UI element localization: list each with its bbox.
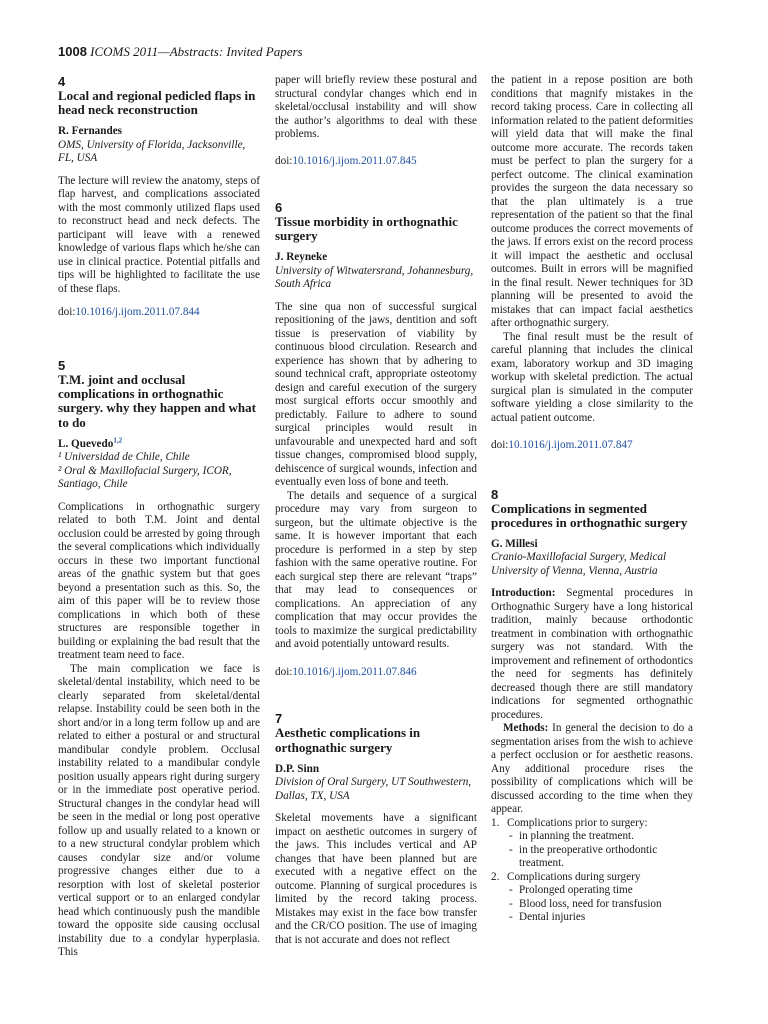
abstract-4 bbox=[58, 74, 260, 320]
sub-list-item: - Blood loss, need for transfusion bbox=[509, 897, 662, 910]
list-number: 2. bbox=[491, 870, 500, 883]
abstract-paragraph: The details and sequence of a surgical procedure may vary from surgeon to surgeon, but the ultimate objective is the same. It is however important that each procedure is performed in a step by step fashion with the same operative routine. For each surgical step there are relevant “traps” that may lead to consequences or complications. An appreciation of any complication that may occur provides the tools to maximize the surgical predictability and avoid potentially untoward results. bbox=[275, 489, 477, 651]
abstract-title: Complications in segmented procedures in orthognathic surgery bbox=[491, 500, 688, 530]
sub-list-item: - Dental injuries bbox=[509, 911, 586, 924]
abstract-number: 6 bbox=[275, 200, 283, 215]
abstract-number: 5 bbox=[58, 357, 66, 373]
doi-line bbox=[491, 439, 693, 453]
sub-list-text: Dental injuries bbox=[519, 911, 586, 924]
abstract-title: Aesthetic complications in orthognathic surgery bbox=[275, 725, 421, 755]
doi-prefix: doi: bbox=[275, 154, 293, 167]
author-name: R. Fernandes bbox=[58, 125, 123, 138]
complications-list bbox=[491, 871, 693, 885]
column-1 bbox=[58, 74, 260, 960]
author-affiliation: Cranio-Maxillofacial Surgery, Medical University of Vienna, Vienna, Austria bbox=[491, 551, 667, 577]
abstract-5 bbox=[58, 358, 260, 960]
doi-link[interactable]: 10.1016/j.ijom.2011.07.847 bbox=[508, 439, 633, 451]
column-3 bbox=[491, 74, 693, 925]
doi-line bbox=[275, 666, 477, 680]
sub-list bbox=[491, 884, 693, 925]
abstract-paragraph: The sine qua non of successful surgical repositioning of the jaws, dentition and soft tissue is preservation of viability by continuous blood circulation. Research and experience has shown that by adhering to sound technical craft, appropriate osteotomy design and careful execution of the surgery most surgical efforts occur smoothly and predictably. Failure to adhere to sound surgical principles would result in unfavourable and unexpected hard and soft tissue changes, compromised blood supply, dehiscence of surgical wounds, infection and eventually even loss of bone and teeth. bbox=[275, 300, 477, 489]
list-label: Complications prior to surgery: bbox=[507, 816, 648, 829]
abstract-title: Tissue morbidity in orthognathic surgery bbox=[275, 214, 458, 244]
abstract-number: 4 bbox=[58, 74, 66, 89]
doi-prefix: doi: bbox=[275, 665, 293, 678]
doi-link[interactable]: 10.1016/j.ijom.2011.07.844 bbox=[75, 306, 200, 319]
author-name: G. Millesi bbox=[491, 537, 538, 550]
methods-paragraph bbox=[491, 722, 693, 817]
doi-prefix: doi: bbox=[58, 306, 76, 319]
journal-title: ICOMS 2011—Abstracts: Invited Papers bbox=[90, 44, 303, 59]
list-item bbox=[491, 871, 693, 885]
doi-line bbox=[275, 155, 477, 169]
abstract-7 bbox=[275, 711, 477, 947]
sub-list-text: Blood loss, need for transfusion bbox=[519, 897, 662, 910]
sub-list-item: - in planning the treatment. bbox=[509, 830, 634, 843]
doi-line bbox=[58, 306, 260, 320]
intro-text: Segmental procedures in Orthognathic Surgery have a long historical tradition, mainly because orthodontic treatment in combination with orthognathic surgery was not standard. With the improvement and refinement of orthodontics the need for segments has definitely decreased though there are still mandatory indications for segmented orthognathic procedures. bbox=[491, 587, 693, 721]
sub-list-text: in the preoperative orthodontic treatment. bbox=[519, 843, 658, 870]
abstract-paragraph: The final result must be the result of careful planning that includes the clinical exam, laboratory workup and 3D imaging workup with skeletal prediction. The actual surgical plan is simulated in the computer software yielding a close similarity to the actual patient outcome. bbox=[491, 330, 693, 424]
abstract-title: Local and regional pedicled flaps in head neck reconstruction bbox=[58, 88, 256, 118]
doi-link[interactable]: 10.1016/j.ijom.2011.07.845 bbox=[292, 154, 417, 167]
abstract-7-continuation: the patient in a repose position are both conditions that magnify mistakes in the record taking process. Care in collecting all information related to the patient deformities will yield data that will make the final outcome more accurate. The records taken must be perfect to plan the surgery for a perfect outcome. The clinical examination provides the surgeon the data necessary so that the plan ultimately is a true representation of the patient so that the final outcome produces the correct movements of the jaws. If errors exist on the record process it will impact the aesthetic and occlusal outcomes. Built in errors will be magnified in the final result. Newer techniques for 3D planning will be presented to avoid the mistakes that can impact facial aesthetics after orthognathic surgery. bbox=[491, 74, 693, 329]
methods-text: In general the decision to do a segmentation arises from the wish to achieve a perfect occlusion or for aesthetic reasons. Any additional procedure rises the possibility of complications which will be discussed according to the time when they appear. bbox=[491, 722, 693, 816]
author-text: L. Quevedo bbox=[58, 437, 114, 450]
intro-paragraph bbox=[491, 587, 693, 722]
list-label: Complications during surgery bbox=[507, 870, 641, 883]
author-name: J. Reyneke bbox=[275, 251, 328, 264]
abstract-paragraph: The main complication we face is skeletal/dental instability, which need to be clearly separated from skeletal/dental relapse. Instability could be seen both in the short and/or in a long term follow up and are related to either a postural or and structural mandibular condyle problem. Occlusal instability related to a mandibular condyle position usually appears right during surgery or in the immediate post operative period. Structural changes in the condylar head will be seen in the medial or long post operative follow up and usually related to a known or to a new structural condylar problem which causes condylar size and/or volume progressive changes either due to a resorption with lost of skeletal posterior vertical support or to an enlarged condylar head which continuously push the mandible toward the opposite side causing occlusal instability due to a condylar hyperplasia. This bbox=[58, 662, 260, 959]
running-header bbox=[58, 44, 303, 60]
methods-label: Methods: bbox=[503, 722, 549, 735]
doi-prefix: doi: bbox=[491, 439, 509, 451]
sub-list-text: Prolonged operating time bbox=[519, 884, 633, 897]
list-item bbox=[491, 817, 693, 831]
abstract-title: T.M. joint and occlusal complications in orthognathic surgery. why they happen and what to do bbox=[58, 371, 256, 430]
abstract-body: The lecture will review the anatomy, steps of flap harvest, and complications associated with the most commonly utilized flaps used to reconstruct head and neck defects. The participant will leave with a renewed knowledge of various flaps which he/she can use in clinical practice. Potential pitfalls and tips will be highlighted to facilitate the use of these flaps. bbox=[58, 174, 260, 295]
author-affiliation-1: ¹ Universidad de Chile, Chile bbox=[58, 451, 190, 464]
abstract-number: 8 bbox=[491, 486, 499, 502]
author-affiliation: OMS, University of Florida, Jacksonville, FL, USA bbox=[58, 138, 246, 165]
author-affiliation-2: ² Oral & Maxillofacial Surgery, ICOR, Santiago, Chile bbox=[58, 464, 232, 491]
abstract-paragraph: Skeletal movements have a significant impact on aesthetic outcomes in surgery of the jaws. This includes vertical and AP changes that have been planned but are executed with a negative effect on the outcome. Planning of surgical procedures is limited by the record taking process. Mistakes may exist in the face bow transfer and the CR/CO position. The use of imaging that is not accurate and does not reflect bbox=[275, 812, 477, 946]
author-superscript: 1,2 bbox=[113, 435, 123, 444]
abstract-5-continuation: paper will briefly review these postural and structural condylar changes which end in skeletal/occlusal instability and will show the author’s algorithms to deal with these problems. bbox=[275, 74, 477, 140]
sub-list-item: - in the preoperative orthodontic treatment. bbox=[509, 843, 658, 870]
abstract-8 bbox=[491, 487, 693, 925]
abstract-6 bbox=[275, 200, 477, 679]
sub-list-item: - Prolonged operating time bbox=[509, 884, 633, 897]
column-2 bbox=[275, 74, 477, 947]
page-number: 1008 bbox=[58, 44, 87, 59]
abstract-number: 7 bbox=[275, 711, 283, 727]
complications-list bbox=[491, 817, 693, 831]
list-number: 1. bbox=[491, 816, 500, 829]
author-name: D.P. Sinn bbox=[275, 762, 320, 775]
author-affiliation: Division of Oral Surgery, UT Southwestern, Dallas, TX, USA bbox=[275, 776, 472, 802]
sub-list-text: in planning the treatment. bbox=[519, 830, 634, 843]
author-name bbox=[58, 435, 260, 452]
intro-label: Introduction: bbox=[491, 587, 556, 600]
author-affiliation: University of Witwatersrand, Johannesburg, South Africa bbox=[275, 264, 474, 291]
abstract-paragraph: Complications in orthognathic surgery related to both T.M. Joint and dental occlusion could be arrested by going through the several complications which individually occurs in these two important functional areas of the gnathic system but that goes beyond a presentation such as this. So, the aim of this paper will be to review those complications in which both of these structures are responsible together in building or explaining the bad result that the treatment team need to face. bbox=[58, 500, 260, 662]
sub-list bbox=[491, 830, 693, 871]
doi-link[interactable]: 10.1016/j.ijom.2011.07.846 bbox=[292, 665, 417, 678]
